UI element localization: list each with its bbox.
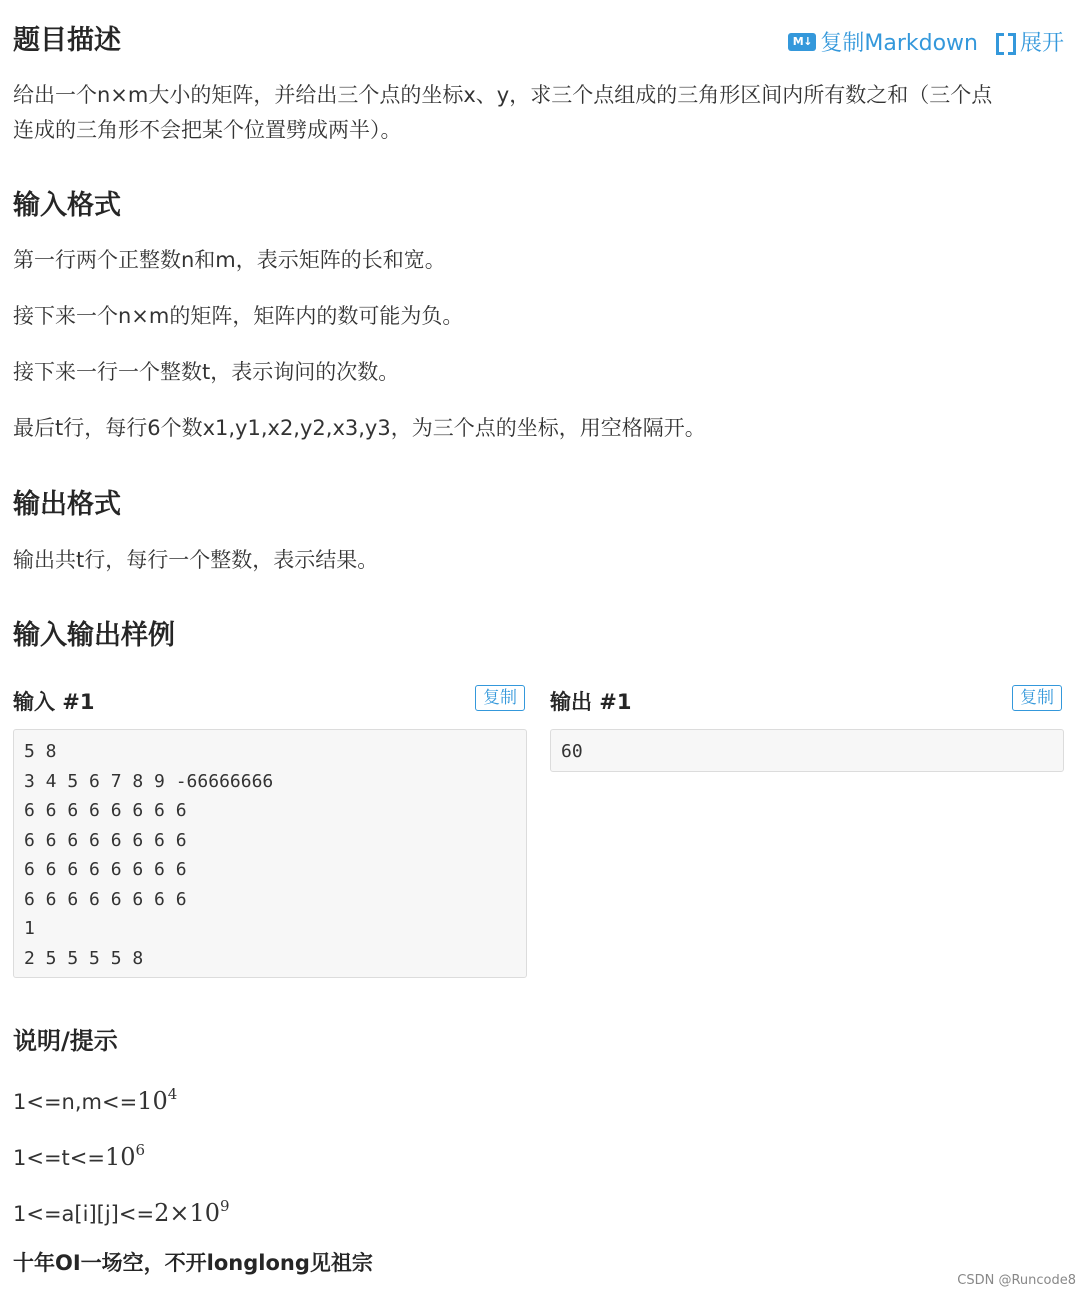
sample-input-line: 3 4 5 6 7 8 9 -66666666 <box>24 770 274 792</box>
sample-output-line: 60 <box>561 741 583 762</box>
constraint-a <box>13 1189 230 1232</box>
expand-button[interactable] <box>996 26 1064 57</box>
constraint-a-base: 2×10 <box>154 1199 220 1227</box>
output-format-title: 输出格式 <box>13 489 121 520</box>
input-format-line-1: 第一行两个正整数n和m，表示矩阵的长和宽。 <box>13 248 446 272</box>
sample-input-line: 6 6 6 6 6 6 6 6 <box>24 859 187 880</box>
top-toolbar <box>788 26 1064 57</box>
description-line-1: 给出一个n×m大小的矩阵，并给出三个点的坐标x、y，求三个点组成的三角形区间内所有数之和（三个点 <box>13 83 993 107</box>
sample-input-line: 6 6 6 6 6 6 6 6 <box>24 888 187 910</box>
samples-title: 输入输出样例 <box>13 620 175 651</box>
sample-input-line: 6 6 6 6 6 6 6 6 <box>24 800 187 821</box>
description-title: 题目描述 <box>13 25 121 56</box>
constraint-n-m-exp: 4 <box>167 1085 178 1103</box>
sample-input-line: 6 6 6 6 6 6 6 6 <box>24 829 187 851</box>
sample-output-box[interactable] <box>550 729 1064 772</box>
input-format-title: 输入格式 <box>13 190 121 221</box>
constraint-t-base: 10 <box>104 1143 136 1171</box>
hint-title: 说明/提示 <box>13 1027 118 1055</box>
constraint-t <box>13 1133 145 1176</box>
sample-output-label: 输出 #1 <box>550 690 632 714</box>
constraint-n-m <box>13 1077 177 1120</box>
constraint-n-m-base: 10 <box>137 1087 168 1115</box>
sample-input-box[interactable] <box>13 729 527 978</box>
sample-input-line: 5 8 <box>24 741 57 762</box>
expand-icon <box>996 32 1016 52</box>
copy-markdown-label: 复制Markdown <box>820 31 978 56</box>
input-format-line-4: 最后t行，每行6个数x1,y1,x2,y2,x3,y3，为三个点的坐标，用空格隔开。 <box>13 416 706 440</box>
input-format-line-2: 接下来一个n×m的矩阵，矩阵内的数可能为负。 <box>13 304 464 328</box>
expand-label: 展开 <box>1019 31 1064 56</box>
constraint-n-m-prefix: 1<=n,m<= <box>13 1090 138 1114</box>
description-line-2: 连成的三角形不会把某个位置劈成两半）。 <box>13 118 402 142</box>
copy-output-button[interactable]: 复制 <box>1012 685 1062 711</box>
input-format-line-3: 接下来一行一个整数t，表示询问的次数。 <box>13 360 400 384</box>
markdown-icon: M↓ <box>788 33 816 51</box>
constraint-a-exp: 9 <box>219 1197 230 1215</box>
sample-input-line: 1 <box>24 918 35 939</box>
constraint-t-prefix: 1<=t<= <box>13 1146 105 1170</box>
constraint-t-exp: 6 <box>135 1141 146 1159</box>
output-format-line: 输出共t行，每行一个整数，表示结果。 <box>13 548 379 572</box>
copy-markdown-button[interactable] <box>788 26 978 57</box>
constraint-a-prefix: 1<=a[i][j]<= <box>13 1202 155 1226</box>
watermark: CSDN @Runcode8 <box>957 1273 1076 1288</box>
sample-input-label: 输入 #1 <box>13 690 95 714</box>
hint-bold-note: 十年OI一场空，不开longlong见祖宗 <box>13 1251 373 1275</box>
sample-input-line: 2 5 5 5 5 8 <box>24 947 144 969</box>
copy-input-button[interactable]: 复制 <box>475 685 525 711</box>
